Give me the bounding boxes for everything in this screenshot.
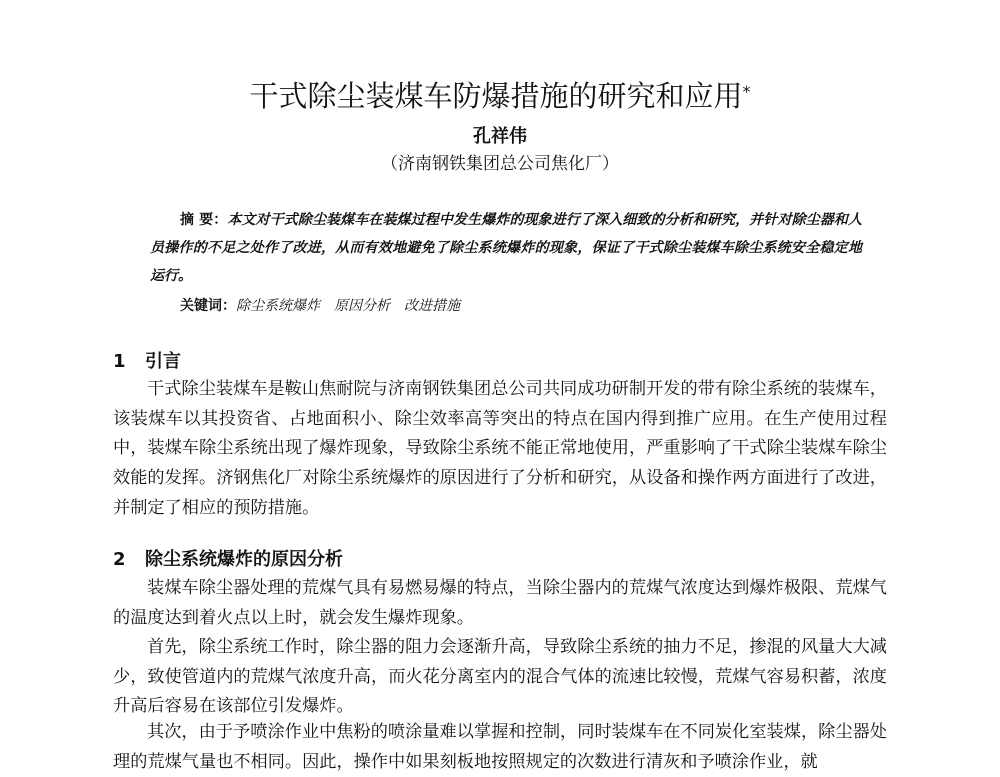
keywords-label: 关键词： <box>180 298 236 314</box>
abstract-label: 摘 要： <box>180 212 228 228</box>
title-footnote-mark: * <box>742 82 751 101</box>
section-title: 除尘系统爆炸的原因分析 <box>145 549 343 570</box>
paper-title-text: 干式除尘装煤车防爆措施的研究和应用 <box>249 79 743 113</box>
keywords-text: 除尘系统爆炸 原因分析 改进措施 <box>236 298 460 314</box>
section-title: 引言 <box>145 351 181 372</box>
section-number: 2 <box>113 549 126 570</box>
section-number: 1 <box>113 351 126 372</box>
section-paragraph: 装煤车除尘器处理的荒煤气具有易燃易爆的特点，当除尘器内的荒煤气浓度达到爆炸极限、荒煤气的温度达到着火点以上时，就会发生爆炸现象。 <box>113 578 887 628</box>
section-heading-introduction <box>113 349 181 375</box>
abstract-text: 本文对干式除尘装煤车在装煤过程中发生爆炸的现象进行了深入细致的分析和研究，并针对除尘器和人员操作的不足之处作了改进，从而有效地避免了除尘系统爆炸的现象，保证了干式除尘装煤车除尘系统安全稳定地运行。 <box>150 212 863 284</box>
author-name: 孔祥伟 <box>473 126 527 147</box>
section-paragraph: 首先，除尘系统工作时，除尘器的阻力会逐渐升高，导致除尘系统的抽力不足，掺混的风量大大减少，致使管道内的荒煤气浓度升高，而火花分离室内的混合气体的流速比较慢，荒煤气容易积蓄，浓度升高后容易在该部位引发爆炸。 <box>113 637 887 717</box>
paper-title <box>0 76 1000 116</box>
keywords <box>180 292 860 320</box>
abstract <box>150 206 862 290</box>
author-affiliation: （济南钢铁集团总公司焦化厂） <box>381 154 619 174</box>
section-paragraph: 其次，由于予喷涂作业中焦粉的喷涂量难以掌握和控制，同时装煤车在不同炭化室装煤，除尘器处理的荒煤气量也不相同。因此，操作中如果刻板地按照规定的次数进行清灰和予喷涂作业，就 <box>113 722 887 772</box>
section-paragraph: 干式除尘装煤车是鞍山焦耐院与济南钢铁集团总公司共同成功研制开发的带有除尘系统的装煤车，该装煤车以其投资省、占地面积小、除尘效率高等突出的特点在国内得到推广应用。在生产使用过程中，装煤车除尘系统出现了爆炸现象，导致除尘系统不能正常地使用，严重影响了干式除尘装煤车除尘效能的发挥。济钢焦化厂对除尘系统爆炸的原因进行了分析和研究，从设备和操作两方面进行了改进，并制定了相应的预防措施。 <box>113 379 887 518</box>
section-heading-cause-analysis <box>113 547 343 573</box>
